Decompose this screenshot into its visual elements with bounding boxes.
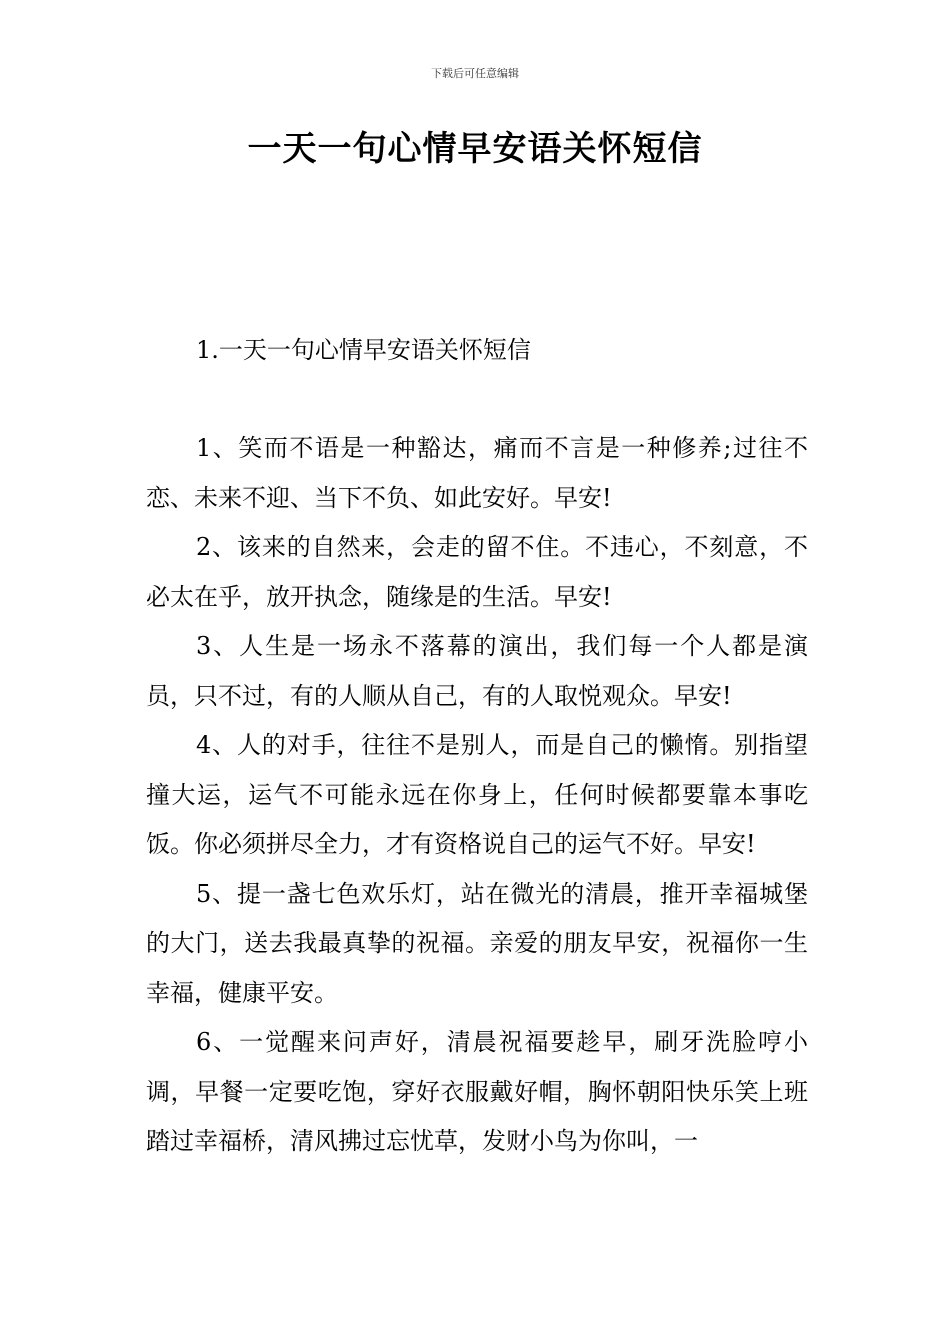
header-note: 下载后可任意编辑	[431, 67, 519, 80]
paragraph-6: 6、一觉醒来问声好，清晨祝福要趁早，刷牙洗脸哼小调，早餐一定要吃饱，穿好衣服戴好帽，胸怀朝阳快乐笑上班踏过幸福桥，清风拂过忘忧草，发财小鸟为你叫，一	[146, 1028, 808, 1155]
paragraph-5: 5、提一盏七色欢乐灯，站在微光的清晨，推开幸福城堡的大门，送去我最真挚的祝福。亲爱的朋友早安，祝福你一生幸福，健康平安。	[146, 879, 808, 1007]
section-heading: 1.一天一句心情早安语关怀短信	[196, 336, 531, 364]
paragraph-3: 3、人生是一场永不落幕的演出，我们每一个人都是演员，只不过，有的人顺从自己，有的人取悦观众。早安!	[146, 632, 808, 710]
document-body	[146, 424, 808, 1167]
paragraph-2: 2、该来的自然来，会走的留不住。不违心，不刻意，不必太在乎，放开执念，随缘是的生活。早安!	[146, 533, 808, 611]
paragraph-1: 1、笑而不语是一种豁达，痛而不言是一种修养;过往不恋、未来不迎、当下不负、如此安好。早安!	[146, 434, 808, 512]
document-title: 一天一句心情早安语关怀短信	[247, 129, 703, 169]
paragraph-4: 4、人的对手，往往不是别人，而是自己的懒惰。别指望撞大运，运气不可能永远在你身上，任何时候都要靠本事吃饭。你必须拼尽全力，才有资格说自己的运气不好。早安!	[146, 731, 808, 858]
